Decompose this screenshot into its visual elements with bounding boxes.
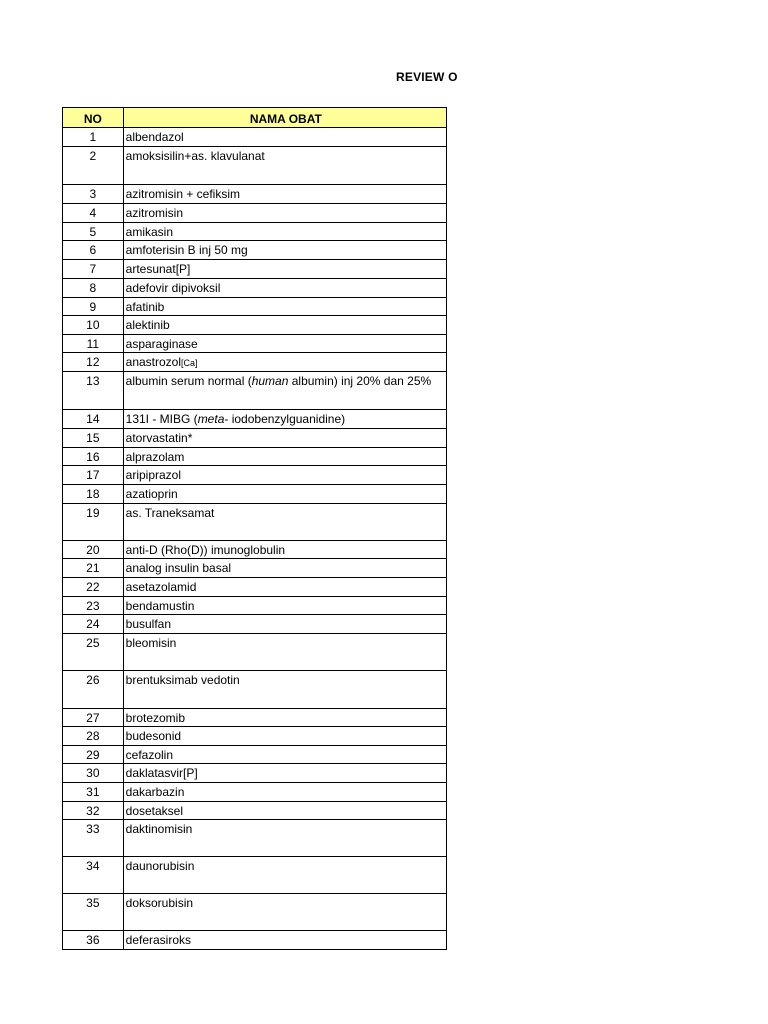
table-row [63,448,447,466]
table-row [63,764,447,783]
table-row [63,559,447,578]
table-row [63,783,447,802]
table-row [63,147,447,185]
drug-name [123,298,446,316]
table-row [63,597,447,615]
row-number: 31 [63,783,124,802]
drug-name [123,335,446,353]
row-number: 11 [63,335,124,353]
row-number: 29 [63,746,124,764]
table-row [63,727,447,746]
drug-name [123,204,446,223]
row-number: 8 [63,279,124,298]
drug-name-text: amfoterisin B inj 50 mg [125,243,248,257]
table-row [63,671,447,709]
row-number: 1 [63,128,124,147]
drug-name-text: amikasin [125,225,174,239]
drug-name [123,894,446,931]
drug-name-text: bendamustin [125,599,195,613]
drug-name [123,279,446,298]
table-row [63,820,447,857]
drug-name [123,223,446,241]
header-no: NO [63,108,124,128]
row-number: 5 [63,223,124,241]
table-row [63,372,447,410]
table-row [63,298,447,316]
drug-name [123,764,446,783]
drug-name-text: [Ca] [181,358,198,368]
table-row [63,634,447,671]
drug-name [123,260,446,279]
drug-name [123,802,446,820]
drug-name [123,316,446,335]
drug-name-text: budesonid [125,729,182,743]
table-row [63,857,447,894]
table-body [63,128,447,950]
drug-name [123,727,446,746]
row-number: 13 [63,372,124,410]
table-row [63,410,447,429]
drug-name-text: busulfan [125,617,172,631]
drug-name-text: atorvastatin* [125,431,193,445]
row-number: 15 [63,429,124,448]
row-number: 33 [63,820,124,857]
drug-name-text: daktinomisin [125,822,193,836]
table-header-row [63,108,447,128]
drug-name [123,931,446,950]
drug-name-text: asparaginase [125,337,198,351]
table-row [63,335,447,353]
drug-name-text: adefovir dipivoksil [125,281,221,295]
drug-name [123,709,446,727]
drug-name [123,820,446,857]
drug-name-text: doksorubisin [125,896,194,910]
drug-name-text: cefazolin [125,748,174,762]
table-row [63,894,447,931]
table-row [63,578,447,597]
row-number: 27 [63,709,124,727]
row-number: 19 [63,504,124,541]
row-number: 18 [63,485,124,504]
drug-name-text: brotezomib [125,711,186,725]
drug-name [123,578,446,597]
table-row [63,709,447,727]
drug-name-text: anti-D (Rho(D)) imunoglobulin [125,543,286,557]
drug-name [123,466,446,485]
row-number: 25 [63,634,124,671]
drug-name [123,353,446,372]
drug-name [123,597,446,615]
row-number: 2 [63,147,124,185]
row-number: 12 [63,353,124,372]
drug-name [123,671,446,709]
drug-name-text: amoksisilin+as. klavulanat [125,149,265,163]
drug-name-text: 131I - MIBG ( [125,412,198,426]
drug-table [62,107,447,950]
row-number: 9 [63,298,124,316]
table-row [63,223,447,241]
row-number: 34 [63,857,124,894]
drug-name [123,128,446,147]
drug-name-text: brentuksimab vedotin [125,673,240,687]
row-number: 36 [63,931,124,950]
row-number: 22 [63,578,124,597]
table-row [63,931,447,950]
table-row [63,746,447,764]
table-row [63,128,447,147]
drug-name-text: albendazol [125,130,184,144]
drug-name-text: daklatasvir[P] [125,766,198,780]
drug-name-text: anastrozol [125,355,182,369]
table-row [63,353,447,372]
row-number: 23 [63,597,124,615]
drug-name-text: afatinib [125,300,165,314]
drug-name-text: as. Traneksamat [125,506,215,520]
drug-name-text: albumin) inj 20% dan 25% [288,374,432,388]
row-number: 35 [63,894,124,931]
table-row [63,279,447,298]
drug-name [123,410,446,429]
table-row [63,316,447,335]
drug-name [123,372,446,410]
row-number: 30 [63,764,124,783]
table-row [63,485,447,504]
drug-name [123,429,446,448]
row-number: 32 [63,802,124,820]
drug-name-text: azatioprin [125,487,178,501]
table-row [63,241,447,260]
drug-name-text: alektinib [125,318,170,332]
header-name: NAMA OBAT [123,108,446,128]
row-number: 20 [63,541,124,559]
drug-name-text: dakarbazin [125,785,185,799]
drug-name-text: daunorubisin [125,859,195,873]
table-row [63,204,447,223]
drug-name-text: asetazolamid [125,580,197,594]
drug-name-text: aripiprazol [125,468,182,482]
drug-name [123,783,446,802]
table-row [63,429,447,448]
row-number: 4 [63,204,124,223]
drug-name [123,485,446,504]
drug-name-text: alprazolam [125,450,185,464]
row-number: 3 [63,185,124,204]
table-row [63,504,447,541]
drug-name [123,504,446,541]
drug-name [123,185,446,204]
drug-name [123,746,446,764]
row-number: 16 [63,448,124,466]
drug-name [123,634,446,671]
table-row [63,615,447,634]
drug-name [123,241,446,260]
drug-name [123,857,446,894]
drug-name-text: azitromisin [125,206,184,220]
table-row [63,802,447,820]
row-number: 21 [63,559,124,578]
drug-name-text: - iodobenzylguanidine) [224,412,346,426]
row-number: 6 [63,241,124,260]
drug-name-text: meta [197,412,225,426]
drug-name [123,559,446,578]
row-number: 7 [63,260,124,279]
table-row [63,466,447,485]
drug-name-text: analog insulin basal [125,561,232,575]
drug-name-text: albumin serum normal ( [125,374,252,388]
drug-name [123,448,446,466]
drug-name-text: human [251,374,289,388]
row-number: 24 [63,615,124,634]
drug-name-text: deferasiroks [125,933,192,947]
row-number: 28 [63,727,124,746]
drug-name-text: artesunat[P] [125,262,191,276]
table-row [63,541,447,559]
drug-name-text: azitromisin + cefiksim [125,187,241,201]
drug-name [123,615,446,634]
table-row [63,260,447,279]
drug-name [123,541,446,559]
page-title: REVIEW O [396,70,458,84]
drug-name [123,147,446,185]
drug-name-text: dosetaksel [125,804,184,818]
row-number: 14 [63,410,124,429]
row-number: 17 [63,466,124,485]
drug-name-text: bleomisin [125,636,177,650]
row-number: 10 [63,316,124,335]
table-row [63,185,447,204]
row-number: 26 [63,671,124,709]
